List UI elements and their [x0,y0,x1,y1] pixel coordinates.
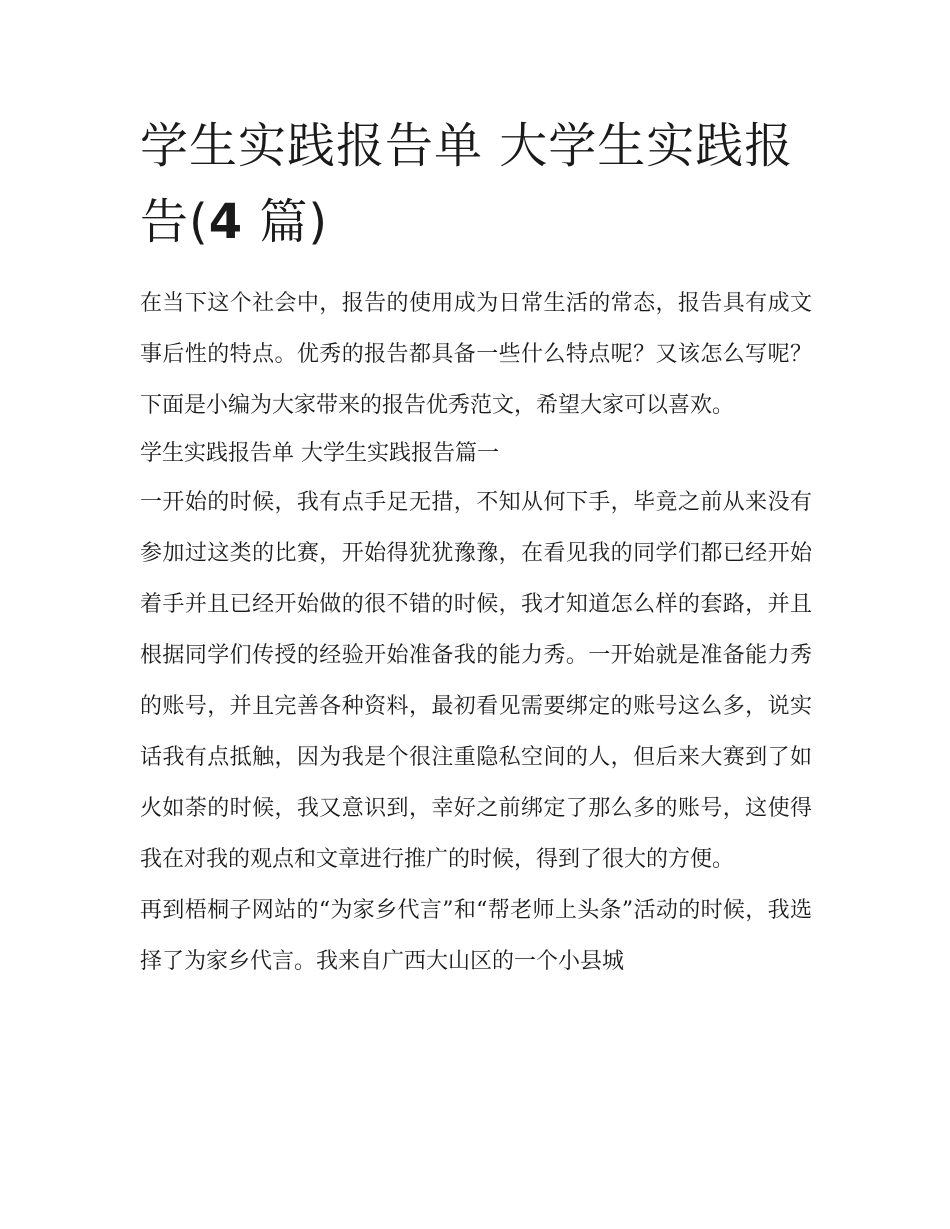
document-body [140,108,812,987]
body-paragraph-2: 再到梧桐子网站的“为家乡代言”和“帮老师上头条”活动的时候，我选择了为家乡代言。我来自广西大山区的一个小县城 [140,898,812,974]
body-paragraph-1: 一开始的时候，我有点手足无措，不知从何下手，毕竟之前从来没有参加过这类的比赛，开始得犹犹豫豫，在看见我的同学们都已经开始着手并且已经开始做的很不错的时候，我才知道怎么样的套路，并且根据同学们传授的经验开始准备我的能力秀。一开始就是准备能力秀的账号，并且完善各种资料，最初看见需要绑定的账号这么多，说实话我有点抵触，因为我是个很注重隐私空间的人，但后来大赛到了如火如荼的时候，我又意识到，幸好之前绑定了那么多的账号，这使得我在对我的观点和文章进行推广的时候，得到了很大的方便。 [140,490,812,872]
title-text-part1: 学生实践报告单 大学生实践报告( [140,118,794,250]
title-text-part2: 篇) [243,194,329,250]
section-heading: 学生实践报告单 大学生实践报告篇一 [140,441,499,466]
document-title [140,108,812,260]
intro-paragraph: 在当下这个社会中，报告的使用成为日常生活的常态，报告具有成文事后性的特点。优秀的报告都具备一些什么特点呢？又该怎么写呢？下面是小编为大家带来的报告优秀范文，希望大家可以喜欢。 [140,291,812,418]
title-count: 4 [208,194,244,250]
